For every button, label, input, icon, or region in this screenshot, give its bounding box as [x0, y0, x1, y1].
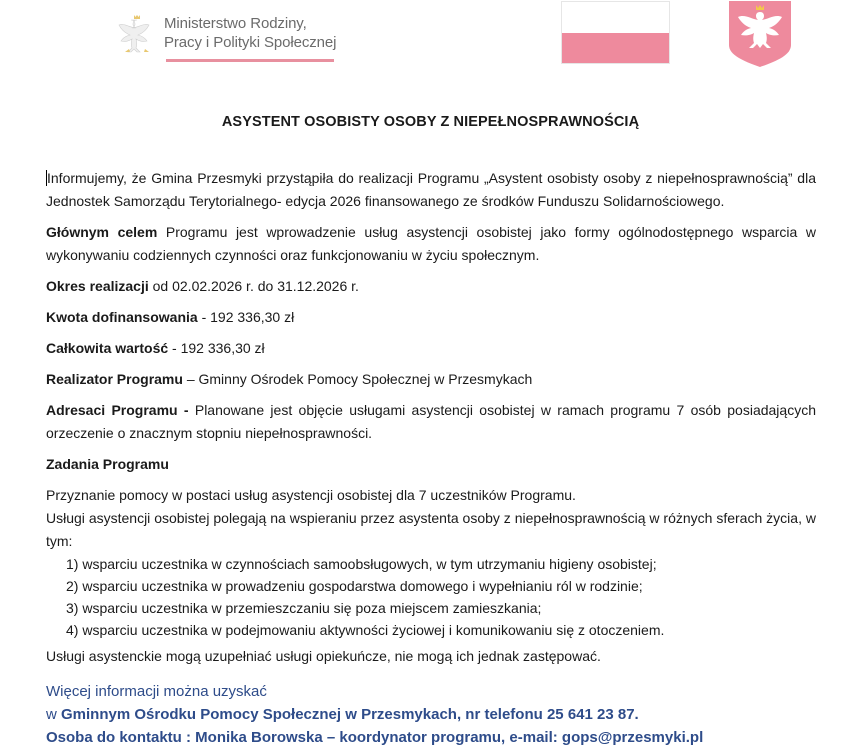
intro-paragraph: [46, 167, 816, 213]
page-header: [0, 0, 861, 80]
ministry-name: [164, 14, 336, 52]
document-body: [46, 167, 816, 749]
implementer-label: Realizator Programu: [46, 371, 183, 387]
contact-line2-prefix: w: [46, 706, 61, 723]
period-paragraph: [46, 275, 816, 298]
list-item: 4) wsparciu uczestnika w podejmowaniu aktywności życiowej i komunikowaniu się z otoczeniem.: [66, 622, 665, 638]
tasks-heading-text: Zadania Programu: [46, 456, 169, 472]
ministry-name-line1: Ministerstwo Rodziny,: [164, 15, 307, 32]
tasks-list: [46, 553, 816, 641]
total-value-amount: - 192 336,30 zł: [168, 340, 265, 356]
funding-amount: - 192 336,30 zł: [197, 309, 295, 325]
goal-label: Głównym celem: [46, 224, 158, 240]
period-text: od 02.02.2026 r. do 31.12.2026 r.: [148, 278, 359, 294]
flag-red-stripe: [562, 33, 669, 63]
tasks-line1: Przyznanie pomocy w postaci usług asystencji osobistej dla 7 uczestników Programu.: [46, 487, 576, 503]
ministry-accent-line: [166, 59, 334, 62]
implementer-text: – Gminny Ośrodek Pomocy Społecznej w Przesmykach: [182, 371, 533, 387]
contact-person-email[interactable]: Osoba do kontaktu : Monika Borowska – koordynator programu, e-mail: gops@przesmyki.pl: [46, 729, 704, 746]
contact-line1: Więcej informacji można uzyskać: [46, 683, 267, 700]
ministry-name-line2: Pracy i Polityki Społecznej: [164, 34, 337, 51]
flag-white-stripe: [562, 2, 669, 33]
list-item: 1) wsparciu uczestnika w czynnościach samoobsługowych, w tym utrzymaniu higieny osobistej;: [66, 556, 657, 572]
tasks-heading: [46, 453, 816, 476]
list-item: 3) wsparciu uczestnika w przemieszczaniu się poza miejscem zamieszkania;: [66, 600, 542, 616]
ministry-logo: [114, 12, 336, 64]
funding-paragraph: [46, 306, 816, 329]
tasks-line2: Usługi asystencji osobistej polegają na wspieraniu przez asystenta osoby z niepełnosprawnością w różnych sferach życia, w tym:: [46, 510, 816, 549]
recipients-paragraph: [46, 399, 816, 445]
contact-line2: [46, 703, 816, 726]
polish-flag-icon: [561, 1, 670, 64]
recipients-label: Adresaci Programu -: [46, 402, 189, 418]
period-label: Okres realizacji: [46, 278, 149, 294]
recipients-text: Planowane jest objęcie usługami asystencji osobistej w ramach programu 7 osób posiadających orzeczenie o znacznym stopniu niepełnosprawności.: [46, 402, 816, 441]
page-title: ASYSTENT OSOBISTY OSOBY Z NIEPEŁNOSPRAWNOŚCIĄ: [221, 114, 640, 130]
funding-label: Kwota dofinansowania: [46, 309, 198, 325]
tasks-closing: Usługi asystenckie mogą uzupełniać usługi opiekuńcze, nie mogą ich jednak zastępować.: [46, 648, 601, 664]
goal-text: Programu jest wprowadzenie usług asystencji osobistej jako formy ogólnodostępnego wsparcia w wykonywaniu codziennych czynności oraz funkcjonowaniu w życiu społecznym.: [46, 224, 817, 263]
goal-paragraph: [46, 221, 816, 267]
total-value-label: Całkowita wartość: [46, 340, 169, 356]
polish-eagle-icon: [114, 12, 160, 58]
contact-office-phone: Gminnym Ośrodku Pomocy Społecznej w Przesmykach, nr telefonu 25 641 23 87.: [61, 706, 639, 723]
implementer-paragraph: [46, 368, 816, 391]
polish-coat-of-arms-icon: [726, 0, 794, 68]
contact-section: [46, 680, 816, 749]
total-value-paragraph: [46, 337, 816, 360]
list-item: 2) wsparciu uczestnika w prowadzeniu gospodarstwa domowego i wypełnianiu ról w rodzinie;: [66, 578, 643, 594]
intro-text: Informujemy, że Gmina Przesmyki przystąpiła do realizacji Programu „Asystent osobisty osoby z niepełnosprawnością” dla Jednostek Samorządu Terytorialnego- edycja 2026 finansowanego ze środków Funduszu Solidarnościowego.: [46, 170, 816, 209]
